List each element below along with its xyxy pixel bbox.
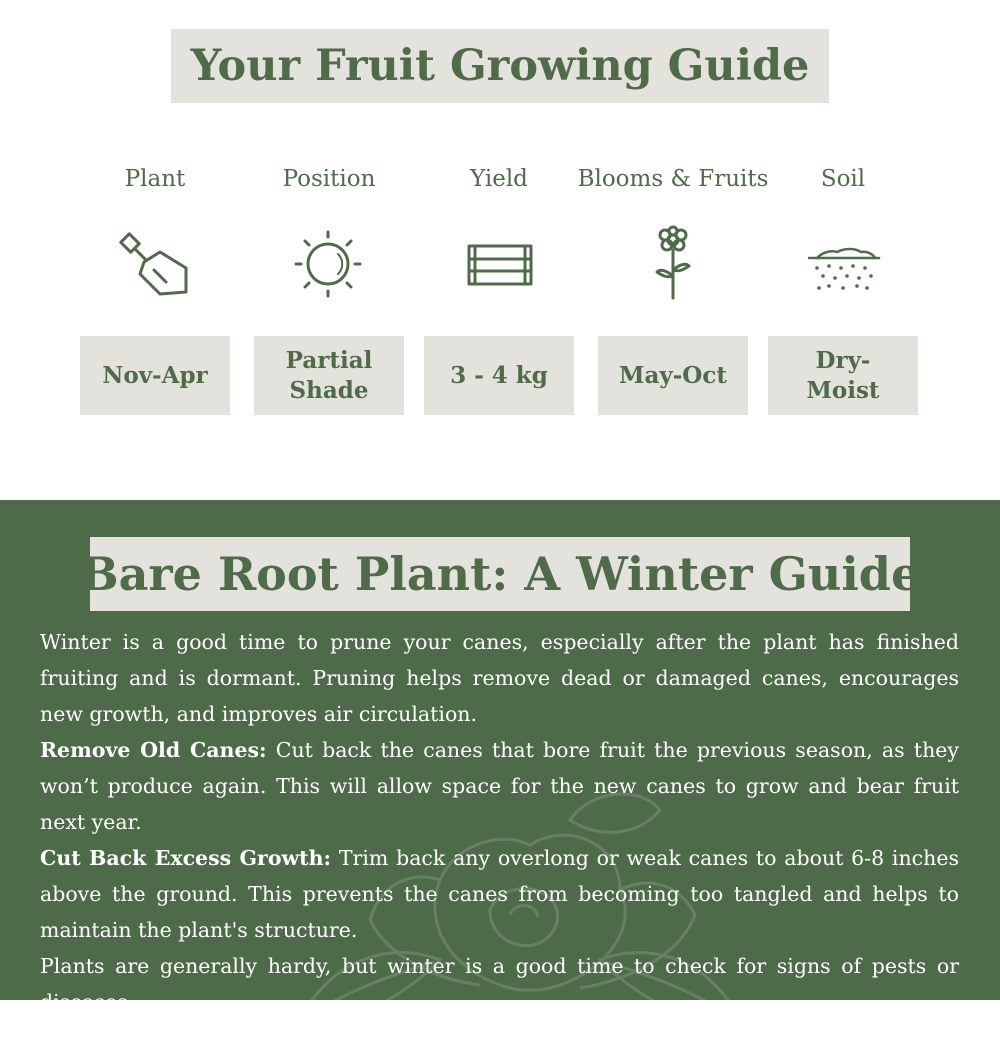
yield-value: 3 - 4 kg: [450, 361, 548, 389]
soil-value: Dry-Moist: [806, 346, 880, 404]
intro-paragraph: Winter is a good time to prune your canes, especially after the plant has finished fruiting and is dormant. Pruning helps remove dead or damaged canes, encourages new growth, and improves air circulation.: [40, 630, 959, 726]
blooms-fruits-value: May-Oct: [619, 361, 727, 389]
flower-icon: [633, 226, 713, 300]
guide-title-banner: [171, 29, 829, 103]
soil-icon: [803, 226, 883, 300]
blooms-fruits-value-box: [598, 336, 748, 415]
plant-label: Plant: [124, 166, 186, 192]
plant-value: Nov-Apr: [102, 361, 208, 389]
soil-label: Soil: [820, 166, 866, 192]
fruit-growing-guide-section: [0, 0, 1000, 500]
yield-label: Yield: [470, 166, 528, 192]
spade-icon: [116, 226, 196, 300]
sun-icon: [288, 226, 368, 300]
cut-back-growth-paragraph: [40, 840, 959, 948]
winter-guide-title: Bare Root Plant: A Winter Guide: [79, 547, 921, 601]
cut-back-growth-text: Trim back any overlong or weak canes to about 6-8 inches above the ground. This prevents the canes from becoming too tangled and helps to maintain the plant's structure.: [40, 846, 959, 942]
winter-guide-section: [0, 500, 1000, 1014]
remove-old-canes-text: Cut back the canes that bore fruit the previous season, as they won’t produce again. This will allow space for the new canes to grow and bear fruit next year.: [40, 738, 959, 834]
closing-paragraph: Plants are generally hardy, but winter is a good time to check for signs of pests or diseases.: [40, 954, 959, 1014]
winter-guide-body: [40, 624, 959, 1020]
position-label: Position: [282, 166, 376, 192]
blooms-fruits-label: Blooms & Fruits: [577, 166, 769, 192]
page-title: Your Fruit Growing Guide: [190, 41, 810, 91]
plant-value-box: [80, 336, 230, 415]
position-value-box: [254, 336, 404, 415]
yield-value-box: [424, 336, 574, 415]
cut-back-growth-heading: Cut Back Excess Growth:: [40, 846, 332, 870]
winter-guide-title-banner: [79, 537, 921, 611]
crate-icon: [459, 226, 539, 300]
position-value: Partial Shade: [285, 346, 373, 404]
remove-old-canes-heading: Remove Old Canes:: [40, 738, 267, 762]
remove-old-canes-paragraph: [40, 732, 959, 840]
soil-value-box: [768, 336, 918, 415]
